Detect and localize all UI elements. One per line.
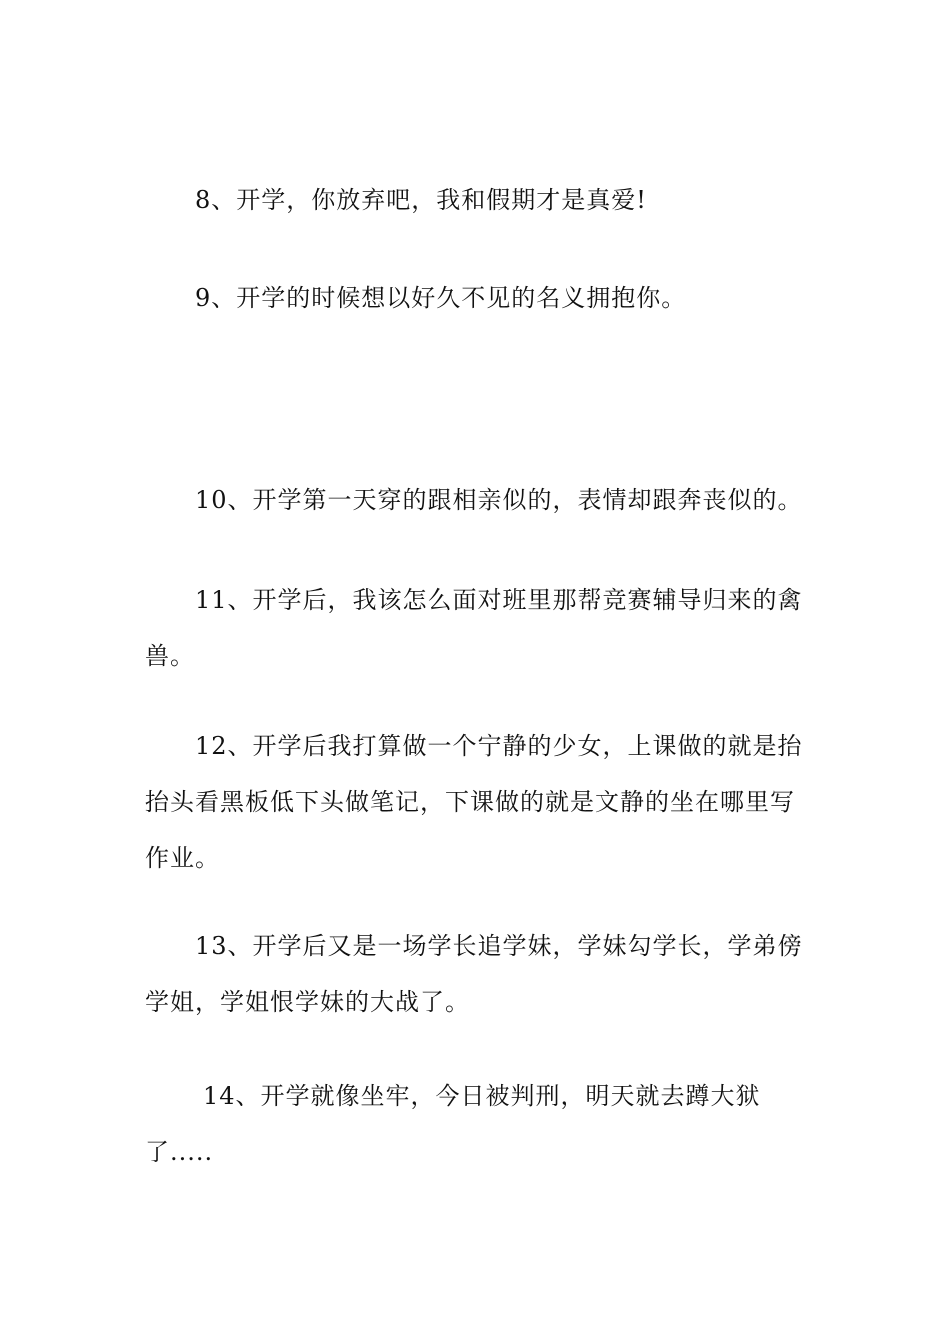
- paragraph-item-11: [145, 572, 810, 684]
- paragraph-text: 13、开学后又是一场学长追学妹，学妹勾学长，学弟傍学姐，学姐恨学妹的大战了。: [145, 932, 803, 1016]
- paragraph-text: 11、开学后，我该怎么面对班里那帮竞赛辅导归来的禽兽。: [145, 586, 803, 670]
- paragraph-text: 14、开学就像坐牢，今日被判刑，明天就去蹲大狱了.....: [145, 1082, 761, 1166]
- paragraph-item-13: [145, 918, 810, 1030]
- paragraph-item-10: [145, 472, 810, 528]
- paragraph-text: 10、开学第一天穿的跟相亲似的，表情却跟奔丧似的。: [195, 486, 803, 514]
- paragraph-text: 8、开学，你放弃吧，我和假期才是真爱!: [195, 186, 647, 214]
- paragraph-item-9: [145, 270, 810, 326]
- paragraph-text: 9、开学的时候想以好久不见的名义拥抱你。: [195, 284, 687, 312]
- paragraph-item-12: [145, 718, 810, 886]
- paragraph-text: 12、开学后我打算做一个宁静的少女，上课做的就是抬抬头看黑板低下头做笔记，下课做的就是文静的坐在哪里写作业。: [145, 732, 803, 872]
- paragraph-item-8: [145, 172, 810, 228]
- paragraph-item-14: [145, 1068, 810, 1180]
